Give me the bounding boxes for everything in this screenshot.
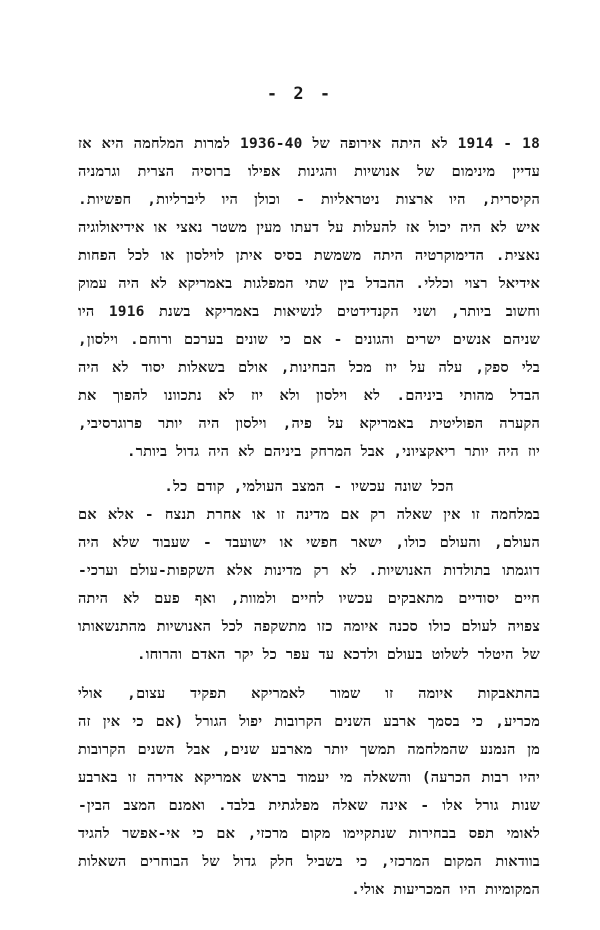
paragraph-heading: הכל שונה עכשיו - המצב העולמי, קודם כל. [164,479,454,495]
paragraph-line: של היטלר לשלוט בעולם ולדכא עד עפר כל יקר האדם והרוחו. [136,647,540,663]
paragraph-line: בוודאות המקום המרכזי, כי בשביל חלק גדול של הבוחרים השאלות [78,854,540,870]
paragraph-2 [78,473,540,669]
paragraph-line: נאצית. הדימוקרטיה היתה משמשת בסיס איתן לוילסון או לכל הפחות [78,248,540,264]
paragraph-line: עדיין מינימום של אנושיות והגינות אפילו ברוסיה הצרית וגרמניה [78,164,540,180]
paragraph-line: איש לא היה יכול אז להעלות על דעתו מעין משטר נאצי או אידיאולוגיה [78,220,540,236]
paragraph-line: שניהם אנשים ישרים והגונים - אם כי שונים בערכם ורוחם. וילסון, [78,332,540,348]
paragraph-line: מן הנמנע שהמלחמה תמשך יותר מארבע שנים, אבל השנים הקרובות [78,742,540,758]
paragraph-line: המקומיות היו המכריעות אולי. [351,882,540,898]
paragraph-line: דוגמתו בתולדות האנושיות. לא רק מדינות אלא השקפות-עולם וערכי- [78,563,540,579]
paragraph-line: יהיו רבות הכרעה) והשאלה מי יעמוד בראש אמריקא אדירה זו בארבע [78,770,540,786]
paragraph-3 [78,680,540,904]
paragraph-line: אידיאל רצוי וכללי. ההבדל בין שתי המפלגות באמריקא לא היה עמוק [78,276,540,292]
paragraph-line: הקיסרית, היו ארצות ניטראליות - וכולן היו ליברליות, חפשיות. [78,192,540,208]
paragraph-line: חיים יסודיים מתאבקים עכשיו לחיים ולמוות, ואף פעם לא היתה [78,591,540,607]
paragraph-line: העולם, והעולם כולו, ישאר חפשי או ישועבד - שעבוד שלא היה [78,535,540,551]
paragraph-line: לאומי תפס בבחירות שנתקיימו מקום מרכזי, אם כי אי-אפשר להגיד [78,826,540,842]
page-number: - 2 - [266,84,334,104]
paragraph-line: בהתאבקות איומה זו שמור לאמריקא תפקיד עצום, אולי [78,686,540,702]
paragraph-line: יוז היה יותר ריאקציוני, אבל המרחק ביניהם לא היה גדול ביותר. [126,444,540,460]
paragraph-line: במלחמה זו אין שאלה רק אם מדינה זו או אחרת תנצח - אלא אם [78,507,540,523]
paragraph-line: מכריע, כי בסמך ארבע השנים הקרובות יפול הגורל (אם כי אין זה [78,714,540,730]
paragraph-line: הקערה הפוליטית באמריקא על פיה, וילסון היה יותר פרוגרסיבי, [78,416,540,432]
paragraph-1 [78,130,540,466]
paragraph-line: 18 - 1914 לא היתה אירופה של 1936-40 למרות המלחמה היא אז [78,136,540,152]
paragraph-line: שנות גורל אלו - אינה שאלה מפלגתית בלבד. ואמנם המצב הבין- [78,798,540,814]
paragraph-line: וחשוב ביותר, ושני הקנדידטים לנשיאות באמריקא בשנת 1916 היו [78,304,540,320]
paragraph-line: צפויה לעולם כולו סכנה איומה כזו מתשקפה לכל האנושיות מהתנשאותו [78,619,540,635]
paragraph-line: הבדל מהותי ביניהם. לא וילסון ולא יוז לא נתכוונו להפוך את [78,388,540,404]
paragraph-line: בלי ספק, עלה על יוז מכל הבחינות, אולם בשאלות יסוד לא היה [78,360,540,376]
